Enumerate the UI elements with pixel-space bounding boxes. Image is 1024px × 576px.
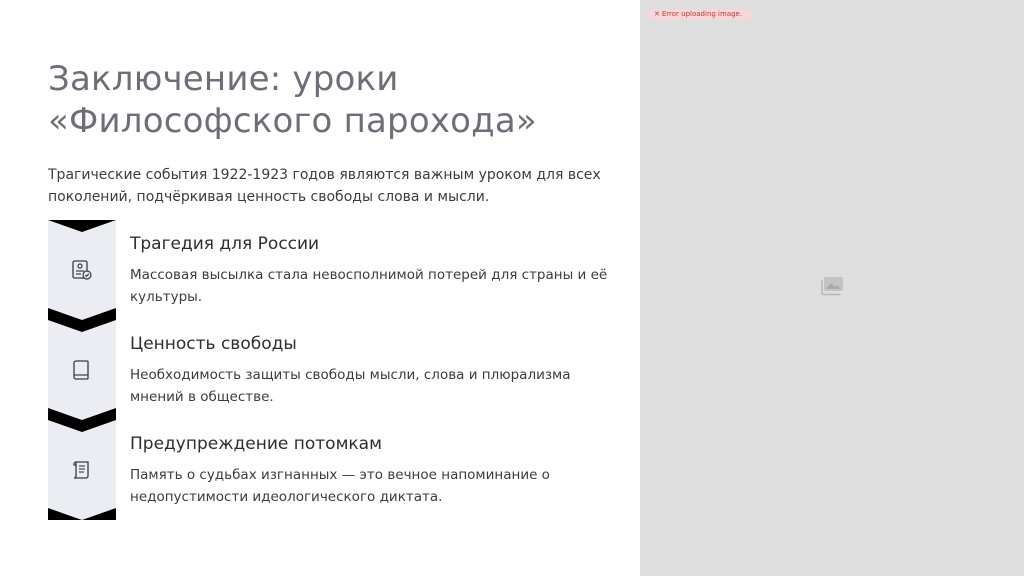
image-icon	[820, 276, 844, 296]
step-1	[48, 220, 608, 320]
step-title: Предупреждение потомкам	[130, 434, 382, 454]
certificate-icon	[70, 258, 94, 282]
process-steps	[48, 220, 608, 522]
step-text: Необходимость защиты свободы мысли, слова и плюрализма мнений в обществе.	[130, 367, 571, 405]
step-2	[48, 320, 608, 420]
image-error-text: Error uploading image.	[661, 10, 743, 18]
step-title: Трагедия для России	[130, 234, 320, 254]
title-line-2: «Философского парохода»	[48, 101, 537, 141]
book-icon	[70, 358, 94, 382]
image-error-badge	[648, 9, 752, 20]
step-title: Ценность свободы	[130, 334, 297, 354]
step-3	[48, 420, 608, 520]
slide-subtitle: Трагические события 1922-1923 годов являются важным уроком для всех поколений, подчёркивая ценность свободы слова и мысли.	[48, 167, 601, 205]
slide-title	[48, 58, 608, 142]
title-line-1: Заключение: уроки	[48, 59, 399, 99]
step-text: Память о судьбах изгнанных — это вечное напоминание о недопустимости идеологического диктата.	[130, 467, 550, 505]
step-text: Массовая высылка стала невосполнимой потерей для страны и её культуры.	[130, 267, 608, 305]
error-icon: ✕	[654, 10, 660, 18]
scroll-icon	[70, 458, 94, 482]
